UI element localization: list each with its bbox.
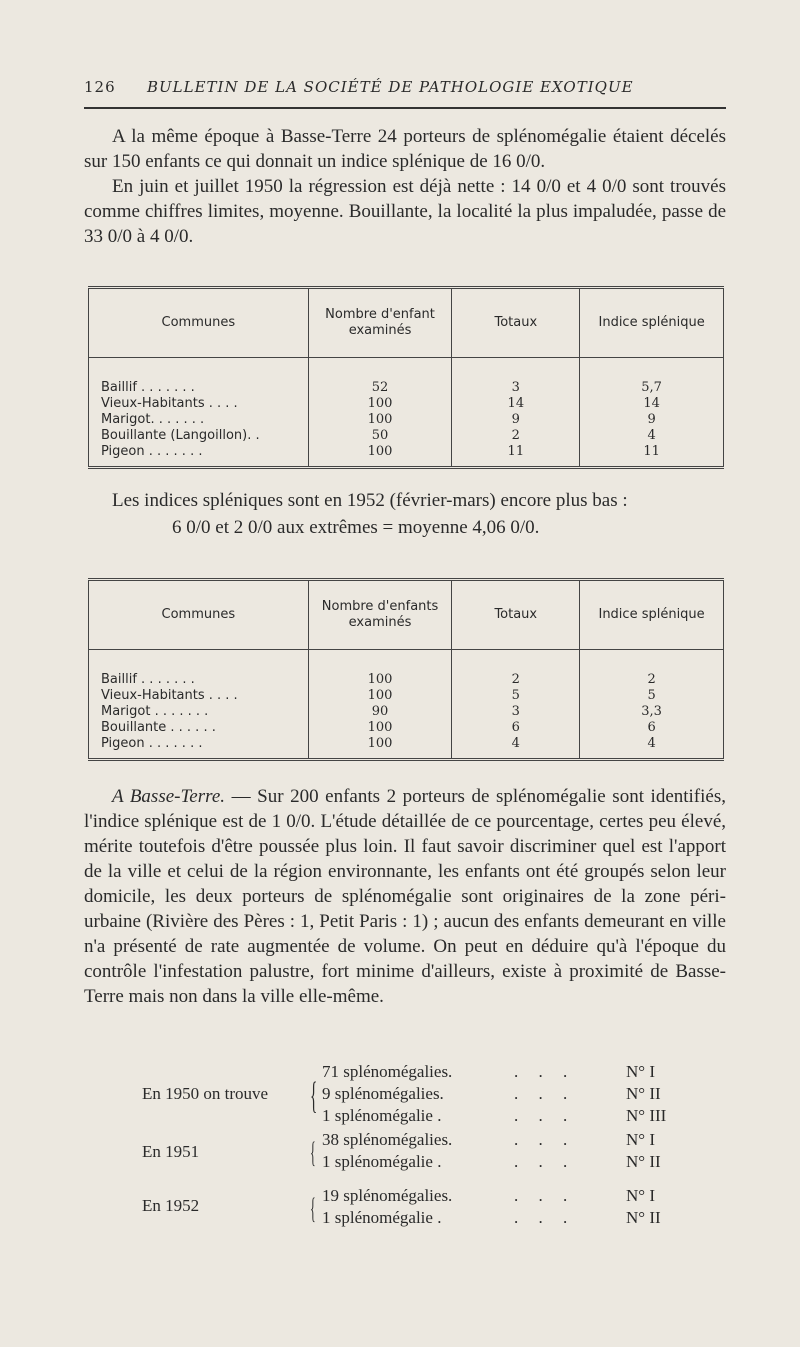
table-row [89, 688, 724, 704]
cell-indice: 9 [580, 412, 724, 428]
column-header: Totaux [452, 288, 580, 358]
cell-commune: Marigot. . . . . . . [101, 412, 205, 427]
cell-indice: 5 [580, 688, 724, 704]
leader-dots: . . . [514, 1062, 576, 1081]
list-item-ref: N° I [626, 1186, 655, 1205]
table-row [89, 672, 724, 688]
paragraph: En juin et juillet 1950 la régression est déjà nette : 14 0/0 et 4 0/0 sont trouvés comme chiffres limites, moyenne. Bouillante, la localité la plus impaludée, passe de 33 0/0 à 4 0/0. [84, 176, 726, 247]
list-item: 9 splénomégalies. [322, 1084, 444, 1103]
brace-icon: { [310, 1075, 318, 1117]
cell-nombre: 100 [308, 396, 452, 412]
cell-indice: 2 [580, 672, 724, 688]
list-item: 1 splénomégalie . [322, 1152, 442, 1171]
table-1952-a [88, 286, 724, 469]
leader-dots: . . . [514, 1208, 576, 1227]
cell-commune: Pigeon . . . . . . . [101, 444, 203, 459]
cell-totaux: 2 [452, 672, 580, 688]
cell-indice: 4 [580, 428, 724, 444]
list-item: 1 splénomégalie . [322, 1208, 442, 1227]
cell-commune: Vieux-Habitants . . . . [101, 396, 238, 411]
table-row [89, 444, 724, 460]
table-row [89, 720, 724, 736]
column-header: Indice splénique [580, 580, 724, 650]
cell-indice: 5,7 [580, 380, 724, 396]
cell-indice: 4 [580, 736, 724, 752]
paragraph: Les indices spléniques sont en 1952 (février-mars) encore plus bas : [112, 490, 628, 511]
column-header: Communes [89, 580, 309, 650]
cell-nombre: 90 [308, 704, 452, 720]
cell-totaux: 11 [452, 444, 580, 460]
cell-nombre: 100 [308, 688, 452, 704]
brace-icon: { [310, 1136, 316, 1169]
table-1952-b [88, 578, 724, 761]
cell-commune: Baillif . . . . . . . [101, 672, 195, 687]
list-item-ref: N° II [626, 1152, 661, 1171]
cell-indice: 11 [580, 444, 724, 460]
list-item-ref: N° II [626, 1084, 661, 1103]
header-rule [84, 107, 726, 109]
brace-icon: { [310, 1192, 316, 1225]
column-header: Nombre d'enfants examinés [308, 580, 452, 650]
page-number: 126 [84, 78, 116, 96]
cell-totaux: 3 [452, 704, 580, 720]
cell-totaux: 14 [452, 396, 580, 412]
cell-commune: Bouillante . . . . . . [101, 720, 216, 735]
leader-dots: . . . [514, 1084, 576, 1103]
list-item-ref: N° III [626, 1106, 667, 1125]
formula-line: 6 0/0 et 2 0/0 aux extrêmes = moyenne 4,06 0/0. [172, 517, 540, 538]
column-header: Indice splénique [580, 288, 724, 358]
year-label: En 1951 [142, 1142, 200, 1161]
cell-nombre: 100 [308, 412, 452, 428]
list-item: 38 splénomégalies. [322, 1130, 453, 1149]
paragraph-body: — Sur 200 enfants 2 porteurs de splénomégalie sont identifiés, l'indice splénique est de 1 0/0. L'étude détaillée de ce pourcentage, certes peu élevé, mérite toutefois d'être poussée plus loin. Il faut savoir discriminer quel est l'apport de la ville et celui de la région environnante, les enfants ont été groupés selon leur domicile, les deux porteurs de splénomégalie sont originaires de la zone péri-urbaine (Rivière des Pères : 1, Petit Paris : 1) ; aucun des enfants demeurant en ville n'a présenté de rate augmentée de volume. On peut en déduire qu'à l'époque du contrôle l'infestation palustre, fort minime d'ailleurs, existe à proximité de Basse-Terre mais non dans la ville elle-même. [84, 786, 726, 1007]
table-row [89, 380, 724, 396]
table-row [89, 428, 724, 444]
leader-dots: . . . [514, 1106, 576, 1125]
list-item-ref: N° II [626, 1208, 661, 1227]
leader-dots: . . . [514, 1130, 576, 1149]
cell-totaux: 3 [452, 380, 580, 396]
column-header: Communes [89, 288, 309, 358]
table-row [89, 704, 724, 720]
list-item: 19 splénomégalies. [322, 1186, 453, 1205]
column-header: Nombre d'enfant examinés [308, 288, 452, 358]
cell-commune: Baillif . . . . . . . [101, 380, 195, 395]
paragraph [84, 784, 726, 1009]
cell-nombre: 100 [308, 736, 452, 752]
list-item: 1 splénomégalie . [322, 1106, 442, 1125]
cell-totaux: 6 [452, 720, 580, 736]
year-label: En 1950 on trouve [142, 1084, 269, 1103]
list-item: 71 splénomégalies. [322, 1062, 453, 1081]
year-label: En 1952 [142, 1196, 200, 1215]
cell-totaux: 9 [452, 412, 580, 428]
cell-commune: Bouillante (Langoillon). . [101, 428, 260, 443]
cell-nombre: 50 [308, 428, 452, 444]
column-header: Totaux [452, 580, 580, 650]
list-item-ref: N° I [626, 1062, 655, 1081]
cell-totaux: 2 [452, 428, 580, 444]
list-item-ref: N° I [626, 1130, 655, 1149]
cell-indice: 6 [580, 720, 724, 736]
table-row [89, 412, 724, 428]
cell-commune: Marigot . . . . . . . [101, 704, 209, 719]
cell-nombre: 100 [308, 672, 452, 688]
cell-commune: Pigeon . . . . . . . [101, 736, 203, 751]
mid-text [84, 488, 726, 540]
intro-text [84, 124, 726, 249]
table-row [89, 736, 724, 752]
cell-totaux: 4 [452, 736, 580, 752]
journal-title: BULLETIN DE LA SOCIÉTÉ DE PATHOLOGIE EXOTIQUE [147, 78, 634, 96]
cell-nombre: 52 [308, 380, 452, 396]
table-row [89, 396, 724, 412]
cell-commune: Vieux-Habitants . . . . [101, 688, 238, 703]
paragraph: A la même époque à Basse-Terre 24 porteurs de splénomégalie étaient décelés sur 150 enfants ce qui donnait un indice splénique de 16 0/0. [84, 126, 726, 172]
leader-dots: . . . [514, 1186, 576, 1205]
cell-totaux: 5 [452, 688, 580, 704]
cell-indice: 14 [580, 396, 724, 412]
basse-terre-text [84, 784, 726, 1009]
cell-nombre: 100 [308, 720, 452, 736]
cell-indice: 3,3 [580, 704, 724, 720]
section-heading: A Basse-Terre. [112, 786, 226, 807]
cell-nombre: 100 [308, 444, 452, 460]
leader-dots: . . . [514, 1152, 576, 1171]
